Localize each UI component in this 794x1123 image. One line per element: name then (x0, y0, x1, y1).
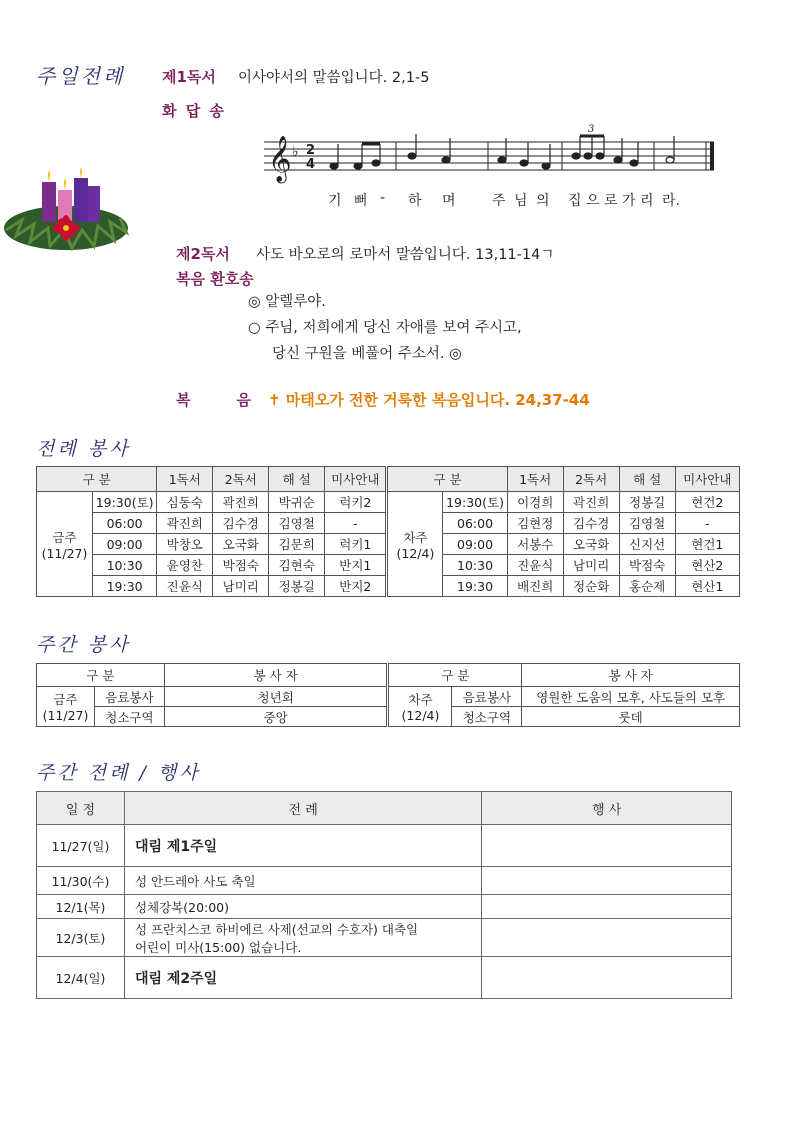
group-cell: 금주 (11/27) (37, 492, 93, 597)
table-cell: 김현숙 (269, 555, 325, 576)
table-cell: 김수경 (563, 513, 619, 534)
table-header-row (37, 664, 740, 687)
table-cell: 김문희 (269, 534, 325, 555)
column-header: 구 분 (37, 664, 165, 687)
section-title-weekly-service: 주간 봉사 (36, 634, 131, 656)
reading2-text: 사도 바오로의 로마서 말씀입니다. 13,11-14ㄱ (256, 247, 555, 263)
table-cell: 06:00 (92, 513, 156, 534)
table-cell: 06:00 (443, 513, 507, 534)
group-cell: 금주 (11/27) (37, 687, 95, 727)
page-title: 주일전례 (36, 64, 126, 88)
table-cell: 현건2 (675, 492, 739, 513)
table-cell: 럭키2 (325, 492, 387, 513)
reading1-label: 제1독서 (162, 68, 216, 86)
table-cell: 성 프란치스코 하비에르 사제(선교의 수호자) 대축일 어린이 미사(15:00) 없습니다. (124, 919, 481, 957)
acclamation-line: ○ 주님, 저희에게 당신 자애를 보여 주시고, (248, 320, 522, 336)
column-header: 1독서 (507, 467, 563, 492)
table-cell: 청소구역 (94, 707, 164, 727)
table-cell: 반지2 (325, 576, 387, 597)
table-row (37, 492, 740, 513)
table-cell: 현산1 (675, 576, 739, 597)
lyric-syllable: - (380, 190, 386, 206)
table-cell: 심동숙 (157, 492, 213, 513)
table-cell: 11/30(수) (37, 867, 125, 895)
column-header: 미사안내 (675, 467, 739, 492)
table-cell: 19:30(토) (92, 492, 156, 513)
table-cell: 정봉길 (269, 576, 325, 597)
table-cell: 김수경 (213, 513, 269, 534)
table-cell: 홍순제 (619, 576, 675, 597)
table-cell: 현건1 (675, 534, 739, 555)
lyric-syllable: 기 (328, 193, 342, 209)
table-cell: 곽진희 (213, 492, 269, 513)
weekly-schedule-table (36, 791, 732, 999)
lyric-syllable: 주 (492, 193, 506, 209)
table-cell: 19:30(토) (443, 492, 507, 513)
weekly-service-table (36, 663, 740, 727)
table-cell: 09:00 (443, 534, 507, 555)
table-cell: 박귀순 (269, 492, 325, 513)
table-cell: 청소구역 (452, 707, 522, 727)
gospel-label: 복 음 (176, 391, 251, 409)
table-cell: 음료봉사 (94, 687, 164, 707)
table-cell: 12/3(토) (37, 919, 125, 957)
group-cell: 차주 (12/4) (388, 687, 452, 727)
column-header: 2독서 (213, 467, 269, 492)
lyric-syllable: 집 (568, 193, 582, 209)
table-cell: 진윤식 (507, 555, 563, 576)
table-cell: 곽진희 (157, 513, 213, 534)
column-header: 행 사 (482, 792, 732, 825)
table-cell: 박창오 (157, 534, 213, 555)
table-row (37, 825, 732, 867)
table-cell (482, 825, 732, 867)
table-cell: 정봉길 (619, 492, 675, 513)
column-header: 봉 사 자 (522, 664, 740, 687)
table-cell: 10:30 (443, 555, 507, 576)
table-cell (482, 895, 732, 919)
table-cell: 11/27(일) (37, 825, 125, 867)
table-cell: 신지선 (619, 534, 675, 555)
table-row (37, 687, 740, 707)
table-cell: 현산2 (675, 555, 739, 576)
column-header: 봉 사 자 (164, 664, 388, 687)
lyric-syllable: 하 (408, 193, 422, 209)
gospel-text: ✝ 마태오가 전한 거룩한 복음입니다. 24,37-44 (268, 391, 590, 409)
table-cell: 19:30 (92, 576, 156, 597)
table-header-row (37, 467, 740, 492)
svg-text:3: 3 (588, 124, 595, 135)
section-title-weekly-schedule: 주간 전례 / 행사 (36, 762, 201, 784)
column-header: 해 설 (619, 467, 675, 492)
lyric-syllable: 로 (604, 193, 618, 209)
column-header: 구 분 (387, 467, 507, 492)
table-cell: 김영철 (619, 513, 675, 534)
table-row (37, 957, 732, 999)
table-cell: 김현정 (507, 513, 563, 534)
lyric-syllable: 으 (586, 193, 600, 209)
lyric-syllable: 라. (662, 193, 680, 209)
table-row (37, 895, 732, 919)
acclamation-line: ◎ 알렐루야. (248, 294, 326, 310)
table-cell: 진윤식 (157, 576, 213, 597)
table-cell: 청년회 (164, 687, 388, 707)
svg-text:♭: ♭ (292, 144, 299, 160)
table-cell: 10:30 (92, 555, 156, 576)
table-cell: 정순화 (563, 576, 619, 597)
table-cell: 12/1(목) (37, 895, 125, 919)
lyric-syllable: 의 (536, 193, 550, 209)
reading2-label: 제2독서 (176, 245, 230, 263)
table-cell: 윤영찬 (157, 555, 213, 576)
table-cell: 남미리 (563, 555, 619, 576)
table-row (37, 919, 732, 957)
liturgy-service-table (36, 466, 740, 597)
table-cell: 영원한 도움의 모후, 사도들의 모후 (522, 687, 740, 707)
table-cell: 음료봉사 (452, 687, 522, 707)
table-cell: 박점숙 (213, 555, 269, 576)
table-cell: 곽진희 (563, 492, 619, 513)
table-cell: 럭키1 (325, 534, 387, 555)
svg-text:𝄞: 𝄞 (268, 136, 292, 182)
table-cell: 김영철 (269, 513, 325, 534)
table-cell (482, 919, 732, 957)
lyric-syllable: 뻐 (354, 193, 368, 209)
column-header: 2독서 (563, 467, 619, 492)
column-header: 일 정 (37, 792, 125, 825)
table-cell: 남미리 (213, 576, 269, 597)
lyric-syllable: 리 (640, 193, 654, 209)
lyric-syllable: 님 (514, 193, 528, 209)
table-cell: 성 안드레아 사도 축일 (124, 867, 481, 895)
advent-wreath-image (2, 168, 130, 258)
table-cell (482, 957, 732, 999)
table-cell: 중앙 (164, 707, 388, 727)
table-cell: 성체강복(20:00) (124, 895, 481, 919)
music-lyrics (262, 190, 716, 210)
group-cell: 차주 (12/4) (387, 492, 443, 597)
reading1-text: 이사야서의 말씀입니다. 2,1-5 (238, 70, 430, 86)
table-cell: 대림 제1주일 (124, 825, 481, 867)
table-cell: 서봉수 (507, 534, 563, 555)
column-header: 1독서 (157, 467, 213, 492)
acclamation-label: 복음 환호송 (176, 270, 254, 288)
lyric-syllable: 가 (622, 193, 636, 209)
psalm-music-score (262, 122, 716, 186)
table-cell: 09:00 (92, 534, 156, 555)
table-cell: 오국화 (213, 534, 269, 555)
table-cell: 이경희 (507, 492, 563, 513)
table-cell: 오국화 (563, 534, 619, 555)
column-header: 전 례 (124, 792, 481, 825)
lyric-syllable: 며 (442, 193, 456, 209)
svg-text:4: 4 (306, 157, 316, 172)
table-cell: - (675, 513, 739, 534)
svg-text:2: 2 (306, 143, 316, 158)
psalm-label: 화 답 송 (162, 102, 226, 120)
table-cell: 12/4(일) (37, 957, 125, 999)
column-header: 미사안내 (325, 467, 387, 492)
table-cell (482, 867, 732, 895)
table-cell: 박점숙 (619, 555, 675, 576)
table-cell: 룻데 (522, 707, 740, 727)
table-cell: 대림 제2주일 (124, 957, 481, 999)
section-title-liturgy-service: 전례 봉사 (36, 438, 131, 460)
table-cell: 반지1 (325, 555, 387, 576)
table-cell: 19:30 (443, 576, 507, 597)
column-header: 구 분 (388, 664, 522, 687)
table-row (37, 867, 732, 895)
table-cell: 배진희 (507, 576, 563, 597)
column-header: 해 설 (269, 467, 325, 492)
column-header: 구 분 (37, 467, 157, 492)
acclamation-line: 당신 구원을 베풀어 주소서. ◎ (272, 346, 462, 362)
table-header-row (37, 792, 732, 825)
table-cell: - (325, 513, 387, 534)
